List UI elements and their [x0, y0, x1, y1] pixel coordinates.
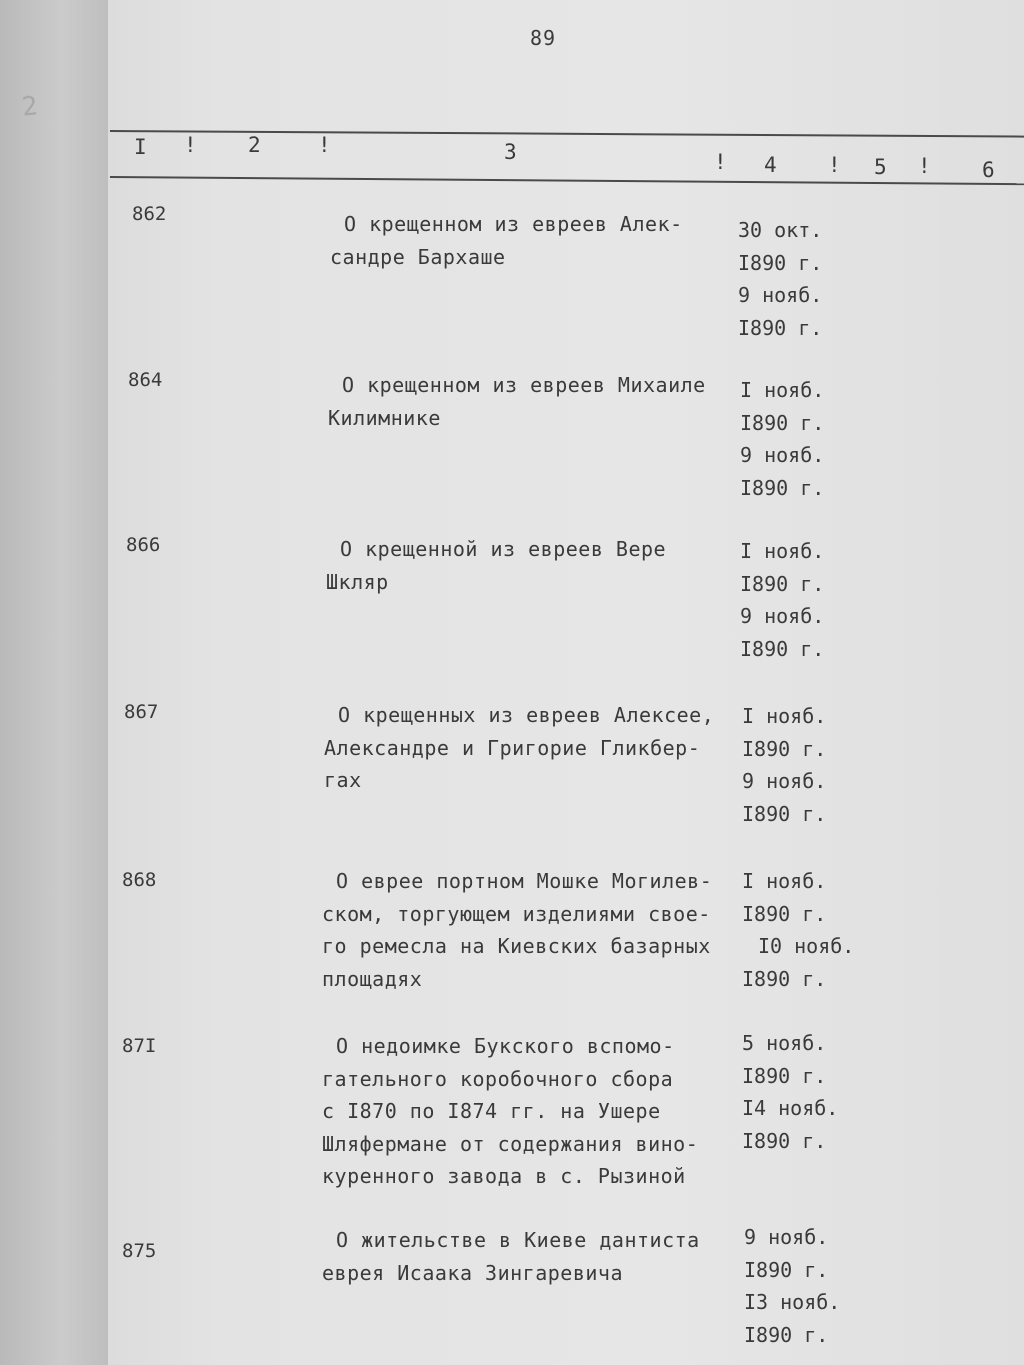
- start-date: I нояб.: [740, 378, 825, 402]
- header-separator: !: [828, 153, 841, 177]
- start-year: I890 г.: [742, 736, 827, 761]
- text-line: Александре и Григорие Гликбер-: [324, 735, 701, 760]
- header-col-5: 5: [874, 155, 887, 179]
- underlying-page-number: 2: [20, 91, 40, 123]
- header-separator: !: [184, 133, 197, 157]
- start-date: I нояб.: [740, 539, 825, 563]
- start-year: I890 г.: [742, 901, 827, 926]
- entry-number: 868: [122, 869, 157, 891]
- page-number: 89: [530, 26, 557, 50]
- start-date: 9 нояб.: [744, 1225, 829, 1249]
- end-date: 9 нояб.: [740, 604, 825, 628]
- text-line: го ремесла на Киевских базарных: [322, 934, 711, 958]
- entry-number: 866: [126, 534, 161, 556]
- entry-description: [324, 699, 744, 797]
- entry-dates: [742, 700, 872, 830]
- header-col-2: 2: [248, 133, 261, 157]
- end-year: I890 г.: [742, 1128, 827, 1153]
- entry-dates: [740, 374, 870, 504]
- end-date: 9 нояб.: [742, 769, 827, 793]
- entry-description: [326, 533, 746, 598]
- start-year: I890 г.: [740, 410, 825, 435]
- text-line: О крещенном из евреев Алек-: [344, 212, 683, 236]
- text-line: Килимнике: [328, 405, 441, 430]
- entry-dates: [744, 1221, 874, 1351]
- text-line: О крещенной из евреев Вере: [340, 537, 667, 561]
- text-line: гах: [324, 768, 362, 792]
- entry-number: 875: [122, 1240, 157, 1262]
- end-date: I3 нояб.: [744, 1290, 841, 1314]
- header-separator: !: [318, 133, 331, 157]
- text-line: О крещенном из евреев Михаиле: [342, 373, 706, 397]
- end-year: I890 г.: [744, 1322, 829, 1347]
- start-year: I890 г.: [744, 1257, 829, 1282]
- end-year: I890 г.: [738, 315, 823, 340]
- entry-description: [322, 1224, 742, 1289]
- entry-number: 867: [124, 701, 159, 723]
- text-line: площадях: [322, 966, 423, 991]
- start-date: I нояб.: [742, 869, 827, 893]
- end-year: I890 г.: [742, 966, 827, 991]
- entry-number: 864: [128, 369, 163, 391]
- header-col-3: 3: [504, 140, 517, 164]
- start-year: I890 г.: [738, 250, 823, 275]
- text-line: куренного завода в с. Рызиной: [322, 1164, 686, 1188]
- underlying-page: [0, 0, 112, 1365]
- text-line: О еврее портном Мошке Могилев-: [336, 869, 713, 893]
- header-separator: !: [714, 150, 727, 174]
- entry-description: [328, 369, 748, 434]
- text-line: О крещенных из евреев Алексее,: [338, 703, 715, 727]
- text-line: гательного коробочного сбора: [322, 1066, 674, 1091]
- start-date: I нояб.: [742, 704, 827, 728]
- entry-dates: [738, 214, 868, 344]
- end-date: I4 нояб.: [742, 1096, 839, 1120]
- entry-dates: [742, 1027, 872, 1157]
- end-date: 9 нояб.: [740, 443, 825, 467]
- header-col-1: I: [134, 135, 147, 159]
- entry-number: 87I: [122, 1035, 157, 1057]
- entry-dates: [742, 865, 872, 995]
- header-col-4: 4: [764, 153, 777, 177]
- end-year: I890 г.: [742, 801, 827, 826]
- header-col-6: 6: [982, 158, 995, 182]
- entry-dates: [740, 535, 870, 665]
- start-date: 30 окт.: [738, 218, 823, 242]
- entry-description: [330, 208, 750, 273]
- end-year: I890 г.: [740, 475, 825, 500]
- text-line: О недоимке Букского вспомо-: [336, 1034, 675, 1058]
- text-line: Шкляр: [326, 569, 389, 594]
- text-line: О жительстве в Киеве дантиста: [336, 1228, 700, 1252]
- end-year: I890 г.: [740, 636, 825, 661]
- entry-description: [322, 1030, 742, 1193]
- text-line: сандре Бархаше: [330, 244, 506, 269]
- text-line: еврея Исаака Зингаревича: [322, 1260, 623, 1285]
- entry-number: 862: [132, 203, 167, 225]
- end-date: I0 нояб.: [758, 934, 855, 958]
- start-year: I890 г.: [740, 571, 825, 596]
- text-line: Шляфермане от содержания вино-: [322, 1131, 699, 1156]
- entry-description: [322, 865, 742, 995]
- text-line: ском, торгующем изделиями свое-: [322, 901, 711, 926]
- header-separator: !: [918, 154, 931, 178]
- start-year: I890 г.: [742, 1063, 827, 1088]
- start-date: 5 нояб.: [742, 1031, 827, 1055]
- text-line: с I870 по I874 гг. на Ушере: [322, 1099, 661, 1123]
- end-date: 9 нояб.: [738, 283, 823, 307]
